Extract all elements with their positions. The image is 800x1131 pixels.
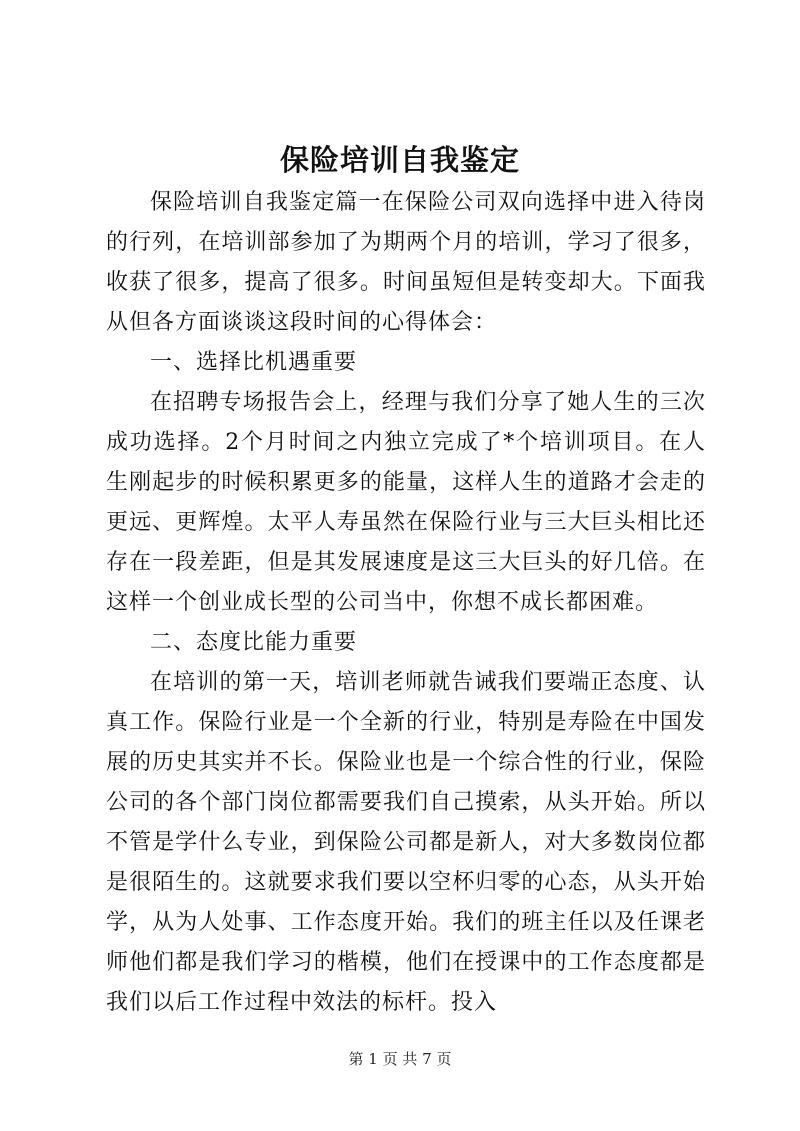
- section-heading-1: 一、选择比机遇重要: [150, 350, 358, 375]
- paragraph-intro: 保险培训自我鉴定篇一在保险公司双向选择中进入待岗的行列，在培训部参加了为期两个月的培训，学习了很多，收获了很多，提高了很多。时间虽短但是转变却大。下面我从但各方面谈谈这段时间的心得体会：: [106, 190, 706, 335]
- section-heading-2: 二、态度比能力重要: [150, 630, 358, 655]
- paragraph-section-2: 在培训的第一天，培训老师就告诫我们要端正态度、认真工作。保险行业是一个全新的行业，特别是寿险在中国发展的历史其实并不长。保险业也是一个综合性的行业，保险公司的各个部门岗位都需要我们自己摸索，从头开始。所以不管是学什么专业，到保险公司都是新人，对大多数岗位都是很陌生的。这就要求我们要以空杯归零的心态，从头开始学，从为人处事、工作态度开始。我们的班主任以及任课老师他们都是我们学习的楷模，他们在授课中的工作态度都是我们以后工作过程中效法的标杆。投入: [106, 670, 706, 1015]
- page-footer: 第 1 页 共 7 页: [348, 1050, 452, 1068]
- paragraph-section-1: 在招聘专场报告会上，经理与我们分享了她人生的三次成功选择。2个月时间之内独立完成了*个培训项目。在人生刚起步的时候积累更多的能量，这样人生的道路才会走的更远、更辉煌。太平人寿虽然在保险行业与三大巨头相比还存在一段差距，但是其发展速度是这三大巨头的好几倍。在这样一个创业成长型的公司当中，你想不成长都困难。: [106, 390, 706, 615]
- document-title: 保险培训自我鉴定: [279, 143, 520, 177]
- document-body: [106, 183, 706, 1023]
